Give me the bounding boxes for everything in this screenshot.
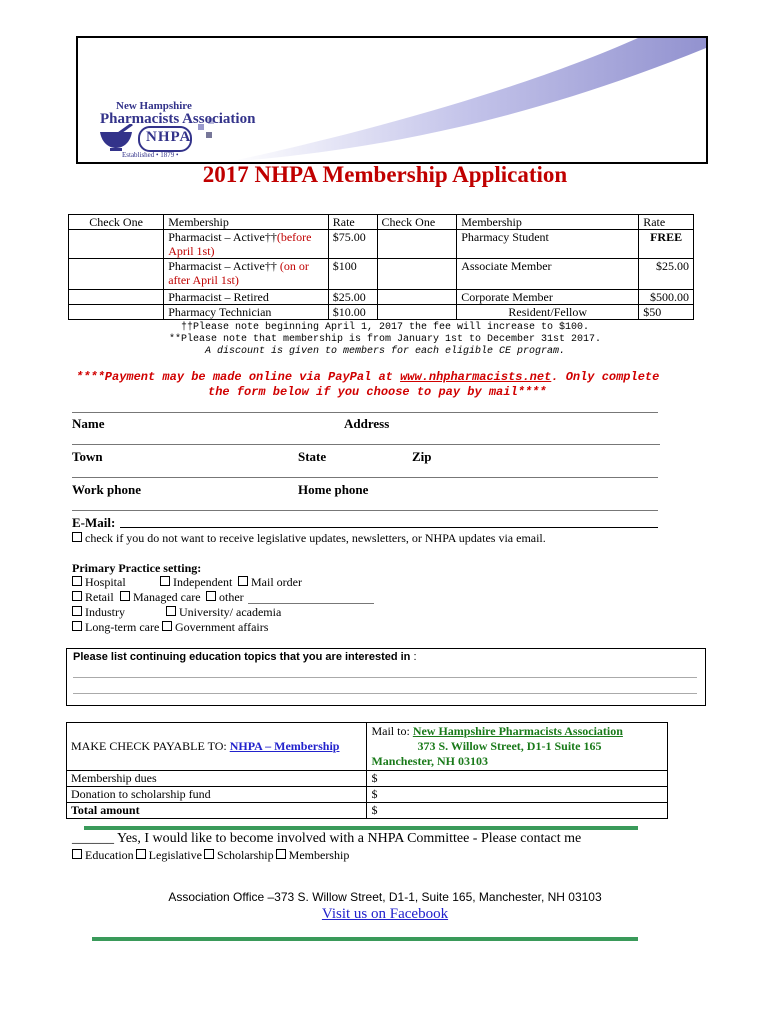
membership-rate: $75.00 — [328, 230, 377, 259]
membership-rate: $50 — [639, 305, 694, 320]
checkbox-cell[interactable] — [69, 305, 164, 320]
email-field[interactable] — [120, 516, 658, 528]
payment-note-line1: ****Payment may be made online via PayPal at www.nhpharmacists.net. Only complete — [76, 370, 660, 384]
practice-mail-order[interactable]: Mail order — [238, 575, 302, 590]
payee-link[interactable]: NHPA – Membership — [229, 739, 340, 753]
address-label: Address — [344, 416, 390, 431]
header-membership: Membership — [164, 215, 329, 230]
membership-option: Pharmacist – Active††(before April 1st) — [164, 230, 329, 259]
website-link[interactable]: www.nhpharmacists.net — [400, 370, 552, 384]
committee-options — [72, 848, 349, 863]
practice-independent[interactable]: Independent — [160, 575, 232, 590]
committee-text: ______ Yes, I would like to become involved with a NHPA Committee - Please contact me — [72, 831, 582, 846]
checkbox-cell[interactable] — [377, 305, 457, 320]
membership-rate: FREE — [639, 230, 694, 259]
payment-label: Total amount — [67, 803, 367, 819]
footer-bar — [92, 937, 638, 941]
practice-heading: Primary Practice setting: — [72, 561, 202, 575]
logo-abbrev: NHPA — [146, 129, 192, 145]
membership-rate: $500.00 — [639, 290, 694, 305]
practice-government[interactable]: Government affairs — [162, 620, 268, 635]
email-optout: check if you do not want to receive legislative updates, newsletters, or NHPA updates via email. — [72, 531, 546, 546]
membership-option: Associate Member — [457, 259, 639, 290]
town-state-zip-field[interactable] — [72, 465, 658, 478]
name-address-field[interactable] — [72, 432, 660, 445]
logo-line1: New Hampshire — [116, 100, 192, 112]
logo-established: Established • 1879 • — [122, 151, 179, 159]
mail-to-cell: Mail to: New Hampshire Pharmacists Association 373 S. Willow Street, D1-1 Suite 165 Manchester, NH 03103 — [367, 723, 668, 771]
membership-option: Pharmacy Student — [457, 230, 639, 259]
committee-scholarship[interactable]: Scholarship — [202, 848, 274, 862]
practice-retail[interactable]: Retail — [72, 590, 114, 605]
name-label: Name — [72, 416, 105, 431]
checkbox-cell[interactable] — [69, 230, 164, 259]
checkbox-cell[interactable] — [377, 290, 457, 305]
committee-blank[interactable]: ______ — [72, 831, 114, 846]
work-phone-label: Work phone — [72, 482, 141, 497]
fee-increase-note: ††Please note beginning April 1, 2017 the fee will increase to $100. — [180, 322, 590, 333]
payment-note-line2: the form below if you choose to pay by mail**** — [208, 385, 547, 399]
practice-long-term[interactable]: Long-term care — [72, 620, 159, 635]
phone-field[interactable] — [72, 498, 658, 511]
zip-label: Zip — [412, 449, 432, 464]
membership-rate: $25.00 — [328, 290, 377, 305]
checkbox-cell[interactable] — [69, 290, 164, 305]
committee-education[interactable]: Education — [72, 848, 134, 862]
email-label: E-Mail: — [72, 515, 116, 530]
checkbox-cell[interactable] — [377, 259, 457, 290]
payment-label: Donation to scholarship fund — [67, 787, 367, 803]
membership-option: Pharmacist – Active†† (on or after April 1st) — [164, 259, 329, 290]
payment-label: Membership dues — [67, 771, 367, 787]
payment-amount[interactable]: $ — [367, 771, 668, 787]
facebook-link[interactable]: Visit us on Facebook — [321, 906, 449, 922]
practice-hospital[interactable]: Hospital — [72, 575, 126, 590]
town-label: Town — [72, 449, 103, 464]
ce-line — [73, 693, 697, 694]
logo-badge — [138, 126, 192, 152]
practice-industry[interactable]: Industry — [72, 605, 125, 620]
ce-discount-note: A discount is given to members for each eligible CE program. — [204, 346, 566, 357]
membership-option: Resident/Fellow — [457, 305, 639, 320]
membership-table — [68, 214, 694, 320]
membership-period-note: **Please note that membership is from January 1st to December 31st 2017. — [168, 334, 602, 345]
header-check-one-2: Check One — [377, 215, 457, 230]
membership-rate: $100 — [328, 259, 377, 290]
other-field[interactable] — [248, 592, 374, 604]
state-label: State — [298, 449, 327, 464]
checkbox-cell[interactable] — [69, 259, 164, 290]
checkbox-cell[interactable] — [377, 230, 457, 259]
mortar-pestle-icon — [96, 124, 136, 152]
payment-amount[interactable]: $ — [367, 787, 668, 803]
home-phone-label: Home phone — [298, 482, 369, 497]
divider-bar — [84, 826, 638, 830]
header-rate-2: Rate — [639, 215, 694, 230]
practice-university[interactable]: University/ academia — [166, 605, 281, 620]
page-title: 2017 NHPA Membership Application — [202, 162, 568, 187]
payment-table — [66, 722, 668, 819]
logo-line2: Pharmacists Association — [100, 111, 256, 127]
membership-option: Pharmacy Technician — [164, 305, 329, 320]
committee-membership[interactable]: Membership — [274, 848, 350, 862]
ce-topics-box[interactable] — [66, 648, 706, 706]
header-rate: Rate — [328, 215, 377, 230]
email-optout-checkbox[interactable] — [72, 532, 82, 542]
ce-line — [73, 677, 697, 678]
practice-managed-care[interactable]: Managed care — [120, 590, 201, 605]
membership-option: Pharmacist – Retired — [164, 290, 329, 305]
form-line — [72, 412, 658, 413]
committee-legislative[interactable]: Legislative — [134, 848, 202, 862]
office-address: Association Office –373 S. Willow Street, D1-1, Suite 165, Manchester, NH 03103 — [168, 890, 602, 904]
header-banner — [76, 36, 708, 164]
membership-option: Corporate Member — [457, 290, 639, 305]
membership-rate: $10.00 — [328, 305, 377, 320]
header-membership-2: Membership — [457, 215, 639, 230]
membership-rate: $25.00 — [639, 259, 694, 290]
practice-other[interactable]: other — [206, 590, 244, 605]
payment-amount[interactable]: $ — [367, 803, 668, 819]
make-check-cell: MAKE CHECK PAYABLE TO: NHPA – Membership — [67, 723, 367, 771]
header-check-one: Check One — [69, 215, 164, 230]
ce-topics-prompt: Please list continuing education topics that you are interested in : — [73, 651, 417, 663]
